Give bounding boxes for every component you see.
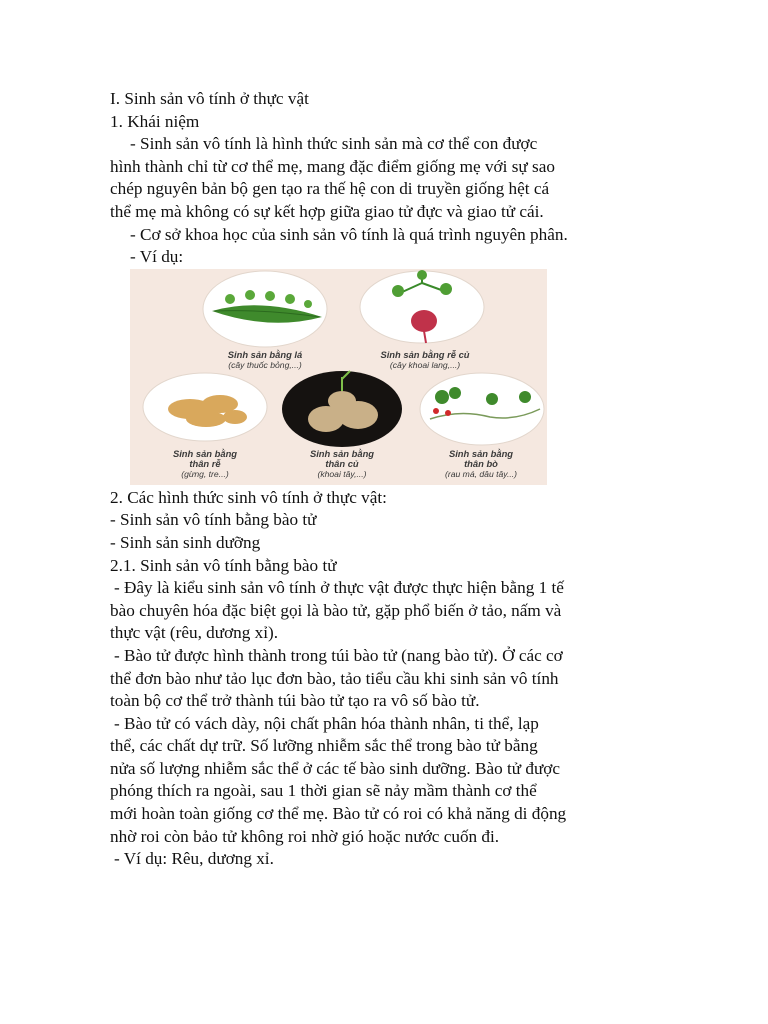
form-item: - Sinh sản sinh dưỡng [110,532,261,552]
definition-line: chép nguyên bản bộ gen tạo ra thế hệ con di truyền giống hệt cá [110,179,550,199]
caption-root-tuber: Sinh sản bằng rễ củ (cây khoai lang,...) [380,348,470,370]
definition-line: hình thành chỉ từ cơ thể mẹ, mang đặc điểm giống mẹ với sự sao [110,156,555,176]
paragraph-line: mới hoàn toàn giống cơ thể mẹ. Bào tử có roi có khả năng di động [110,804,567,824]
basis-line: - Cơ sở khoa học của sinh sản vô tính là quá trình nguyên phân. [130,224,568,244]
caption-runner: Sinh sản bằng thân bò (rau má, dâu tây...) [445,447,517,479]
rhizome-image [143,373,267,441]
caption-stem-tuber: Sinh sản bằng thân củ (khoai tây,...) [309,447,375,479]
paragraph-line: - Đây là kiểu sinh sản vô tính ở thực vật được thực hiện bằng 1 tế [114,578,564,598]
paragraph-line: nửa số lượng nhiễm sắc thể ở các tế bào sinh dưỡng. Bào tử được [110,758,560,778]
example-figure [130,269,547,485]
paragraph-line: thể đơn bào như tảo lục đơn bào, tảo tiểu cầu khi sinh sản vô tính [110,668,559,688]
paragraph-line: nhờ roi còn bảo tử không roi nhờ gió hoặc nước cuốn đi. [110,826,500,846]
subsection-title: 1. Khái niệm [110,111,200,131]
document-body [110,88,670,871]
paragraph-line: thực vật (rêu, dương xỉ). [110,623,279,643]
subsection-title: 2.1. Sinh sản vô tính bằng bào tử [110,555,337,575]
example-label: - Ví dụ: [130,247,184,267]
runner-image [420,373,544,445]
paragraph-line: - Bào tử được hình thành trong túi bào tử (nang bào tử). Ở các cơ [114,645,563,665]
definition-line: thể mẹ mà không có sự kết hợp giữa giao tử đực và giao tử cái. [110,201,544,221]
section-title: I. Sinh sản vô tính ở thực vật [110,89,309,108]
stem-tuber-image [282,371,402,447]
form-item: - Sinh sản vô tính bằng bào tử [110,510,317,530]
paragraph-line: bào chuyên hóa đặc biệt gọi là bào tử, gặp phổ biến ở tảo, nấm và [110,600,562,620]
definition-line: - Sinh sản vô tính là hình thức sinh sản mà cơ thể con được [130,134,538,154]
example-line: - Ví dụ: Rêu, dương xỉ. [114,849,274,869]
paragraph-line: - Bào tử có vách dày, nội chất phân hóa thành nhân, ti thể, lạp [114,713,539,733]
subsection-title: 2. Các hình thức sinh vô tính ở thực vật: [110,487,387,507]
paragraph-line: toàn bộ cơ thể trở thành túi bào tử tạo ra vô số bào tử. [110,691,480,711]
paragraph-line: thể, các chất dự trữ. Số lưỡng nhiễm sắc thể trong bào tử bằng [110,736,538,756]
paragraph-line: phóng thích ra ngoài, sau 1 thời gian sẽ nảy mầm thành cơ thể [110,781,537,801]
caption-rhizome: Sinh sản bằng thân rễ (gừng, tre...) [172,447,238,479]
caption-leaf: Sinh sản bằng lá (cây thuốc bỏng,...) [227,348,303,370]
root-tuber-image [360,270,484,343]
leaf-propagation-image [203,271,327,347]
